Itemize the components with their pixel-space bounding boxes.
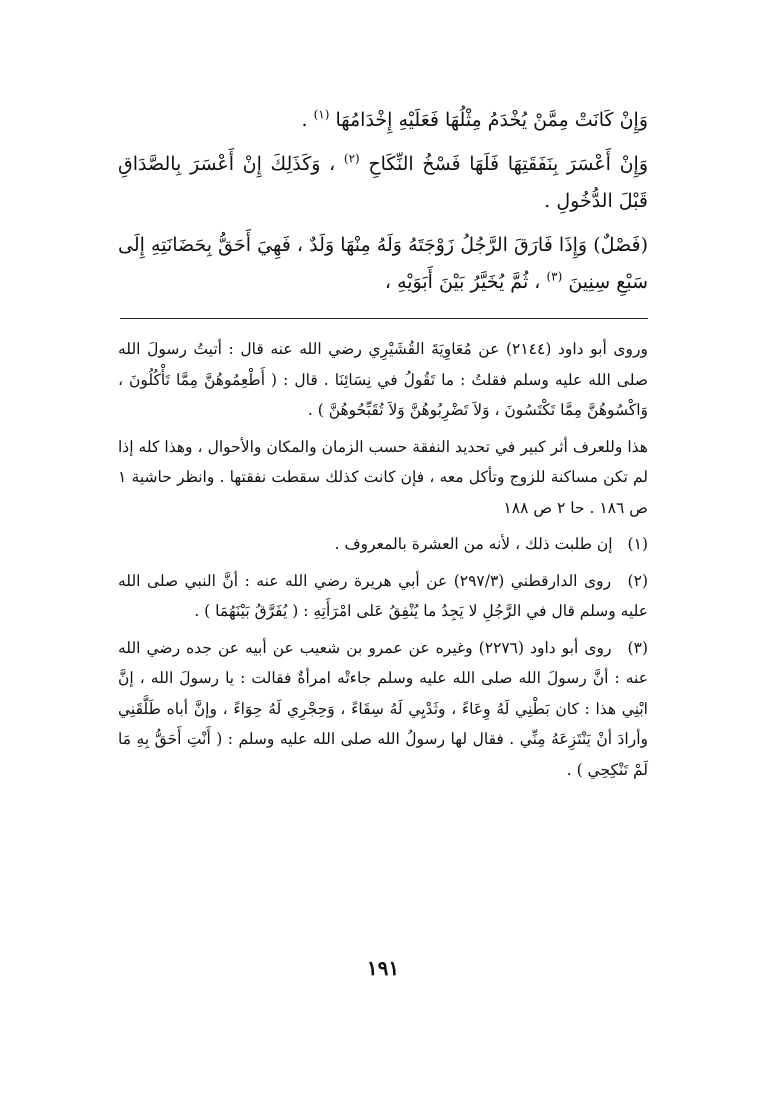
note-paragraph: وروى أبو داود (٢١٤٤) عن مُعَاوِيَةَ القُشَيْرِي رضي الله عنه قال : أتيتُ رسولَ الله صلى الله عليه وسلم فقلتُ : ما تَقُولُ في نِسَائِنَا . قال : ( أَطْعِمُوهُنَّ مِمَّا تَأْكُلُونَ ، وَاكْسُوهُنَّ مِمَّا تَكْتَسُونَ ، وَلاَ تَضْرِبُوهُنَّ وَلاَ تُقَبِّحُوهُنَّ ) .: [118, 340, 648, 419]
main-paragraph: [118, 227, 648, 301]
footnote-ref: (٣): [546, 269, 563, 284]
footnotes: [118, 334, 648, 791]
footnote-2: [118, 566, 648, 627]
note-paragraph: هذا وللعرف أثر كبير في تحديد النفقة حسب الزمان والمكان والأحوال ، وهذا كله إذا لم تكن مساكنة للزوج وتأكل معه ، فإن كانت كذلك سقطت نفقتها . وانظر حاشية ١ ص ١٨٦ . حا ٢ ص ١٨٨: [118, 437, 648, 517]
main-text-line: .: [301, 109, 308, 131]
page-number: ١٩١: [366, 956, 400, 980]
footnote-divider: [120, 318, 648, 319]
main-paragraph: [118, 102, 648, 139]
footnote-ref: (٢): [343, 151, 360, 166]
book-page: [118, 0, 648, 1107]
main-text: [118, 102, 648, 308]
main-text-line: وَإِنْ كَانَتْ مِمَّنْ يُخْدَمُ مِثْلُهَا فَعَلَيْهِ إِخْدَامُهَا: [335, 109, 648, 131]
main-text-line: وَإِنْ أَعْسَرَ بِنَفَقَتِهَا فَلَهَا فَسْخُ النِّكَاحِ: [368, 153, 648, 175]
footnote-3: [118, 633, 648, 786]
footnote-text: روى الدارقطني (٢٩٧/٣) عن أبي هريرة رضي الله عنه : أنَّ النبي صلى الله عليه وسلم قال في الرَّجُلِ لا يَجِدُ ما يُنْفِقُ عَلى امْرَأَتِهِ : ( يُفَرَّقُ بَيْنَهُمَا ) .: [118, 571, 648, 620]
footnote-1: [118, 529, 648, 560]
footnote-number: (٣): [627, 638, 648, 657]
main-text-line: (فَصْلٌ) وَإِذَا فَارَقَ الرَّجُلُ زَوْجَتَهُ وَلَهُ مِنْهَا وَلَدٌ ، فَهِيَ أَحَقُّ بِحَضَانَتِهِ إِلَى سَبْعِ سِنِينَ: [118, 234, 648, 293]
main-paragraph: [118, 146, 648, 220]
footnote-number: (١): [627, 535, 648, 553]
main-text-line: ، ثُمَّ يُخَيَّرُ بَيْنَ أَبَوَيْهِ ،: [384, 271, 541, 293]
footnote-ref: (١): [313, 107, 330, 122]
footnote-text: إن طلبت ذلك ، لأنه من العشرة بالمعروف .: [334, 535, 613, 553]
footnote-text: روى أبو داود (٢٢٧٦) وغيره عن عمرو بن شعيب عن أبيه عن جده رضي الله عنه : أنَّ رسولَ الله صلى الله عليه وسلم جاءتْه امرأةٌ فقالت : يا رسولَ الله ، إنَّ ابْنِي هذا : كان بَطْنِي لَهُ وِعَاءً ، وثَدْيِي لَهُ سِقَاءً ، وَحِجْرِي لَهُ حِوَاءً ، وإنَّ أباه طَلَّقَنِي وأرادَ أنْ يَنْتَزِعَهُ مِنِّي . فقال لها رسولُ الله صلى الله عليه وسلم : ( أَنْتِ أَحَقُّ بِهِ مَا لَمْ تَنْكِحِي ) .: [118, 638, 648, 779]
main-text-line: ، وَكَذَلِكَ إِنْ أَعْسَرَ بِالصَّدَاقِ قَبْلَ الدُّخُولِ .: [118, 153, 648, 212]
footnote-number: (٢): [627, 571, 648, 590]
